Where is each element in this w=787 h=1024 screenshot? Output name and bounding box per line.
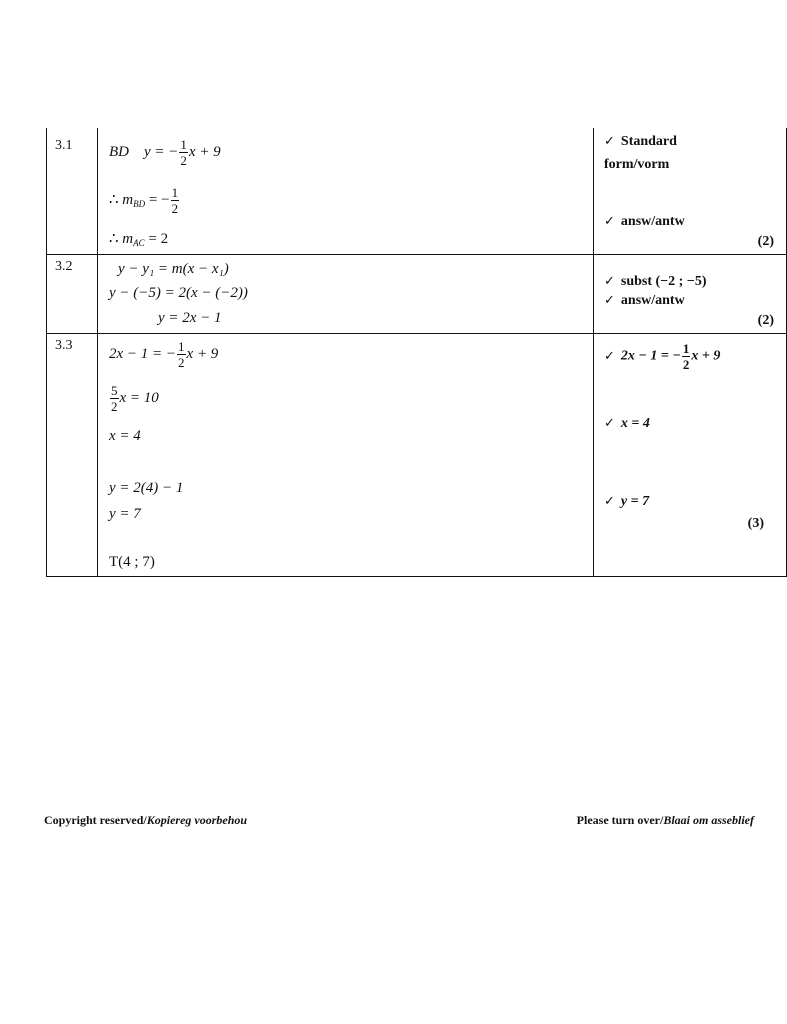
question-row-3-3 [47, 334, 787, 577]
check-icon: ✓ [604, 134, 615, 149]
mark-item: ✓ subst (−2 ; −5) [604, 274, 707, 289]
total-marks: (2) [757, 234, 774, 249]
question-number-cell [47, 128, 98, 255]
question-row-3-2 [47, 255, 787, 334]
question-number: 3.3 [55, 338, 73, 353]
check-icon: ✓ [604, 494, 615, 509]
question-number: 3.1 [55, 138, 73, 153]
fraction: $\frac{1}{2}$ [682, 341, 690, 372]
total-marks: (2) [757, 313, 774, 328]
mark-item: ✓ Standard [604, 134, 677, 149]
copyright-footer: Copyright reserved/Kopiereg voorbehou [44, 813, 248, 827]
question-row-3-1 [47, 128, 787, 255]
marks-cell [594, 255, 787, 334]
working-cell [98, 255, 594, 334]
mark-item: ✓ x = 4 [604, 416, 650, 431]
point-gradient-formula: y − y₁ = m(x − x₁) [118, 261, 229, 277]
gradient-bd-line: ∴ $m_{BD}$ = − $\frac{1}{2}$ [109, 185, 179, 216]
working-cell [98, 334, 594, 577]
question-number: 3.2 [55, 259, 73, 274]
x-value-line: x = 4 [109, 428, 141, 444]
total-marks: (3) [747, 516, 764, 531]
marks-cell [594, 128, 787, 255]
point-t-line: T(4 ; 7) [109, 554, 155, 570]
simplify-line: $\frac{5}{2}$ x = 10 [111, 383, 159, 414]
equation-line: BD y = − $\frac{1}{2}$ x + 9 [109, 137, 221, 168]
mark-item: ✓ answ/antw [604, 214, 685, 229]
fraction: $\frac{1}{2}$ [171, 185, 179, 216]
fraction: $\frac{1}{2}$ [178, 339, 185, 370]
question-number-cell [47, 255, 98, 334]
mark-item: ✓ answ/antw [604, 293, 685, 308]
working-cell [98, 128, 594, 255]
substitute-y-line: y = 2(4) − 1 [109, 480, 184, 496]
memo-table [46, 128, 787, 577]
fraction: $\frac{5}{2}$ [111, 383, 118, 414]
check-icon: ✓ [604, 416, 615, 431]
substitution-line: y − (−5) = 2(x − (−2)) [109, 285, 248, 301]
answer-line: y = 2x − 1 [158, 310, 222, 326]
mark-item-continued: form/vorm [604, 157, 670, 172]
equate-line: 2x − 1 = − $\frac{1}{2}$ x + 9 [109, 339, 219, 370]
fraction: $\frac{1}{2}$ [180, 137, 187, 168]
turn-over-footer: Please turn over/Blaai om asseblief [576, 813, 754, 827]
check-icon: ✓ [604, 348, 615, 364]
y-value-line: y = 7 [109, 506, 141, 522]
marks-cell [594, 334, 787, 577]
check-icon: ✓ [604, 214, 615, 229]
mark-item: ✓ 2x − 1 = − $\frac{1}{2}$ x + 9 [604, 341, 721, 372]
check-icon: ✓ [604, 274, 615, 289]
check-icon: ✓ [604, 293, 615, 308]
gradient-ac-line: ∴ $m_{AC} = 2$ [109, 231, 169, 248]
question-number-cell [47, 334, 98, 577]
mark-item: ✓ y = 7 [604, 494, 650, 509]
